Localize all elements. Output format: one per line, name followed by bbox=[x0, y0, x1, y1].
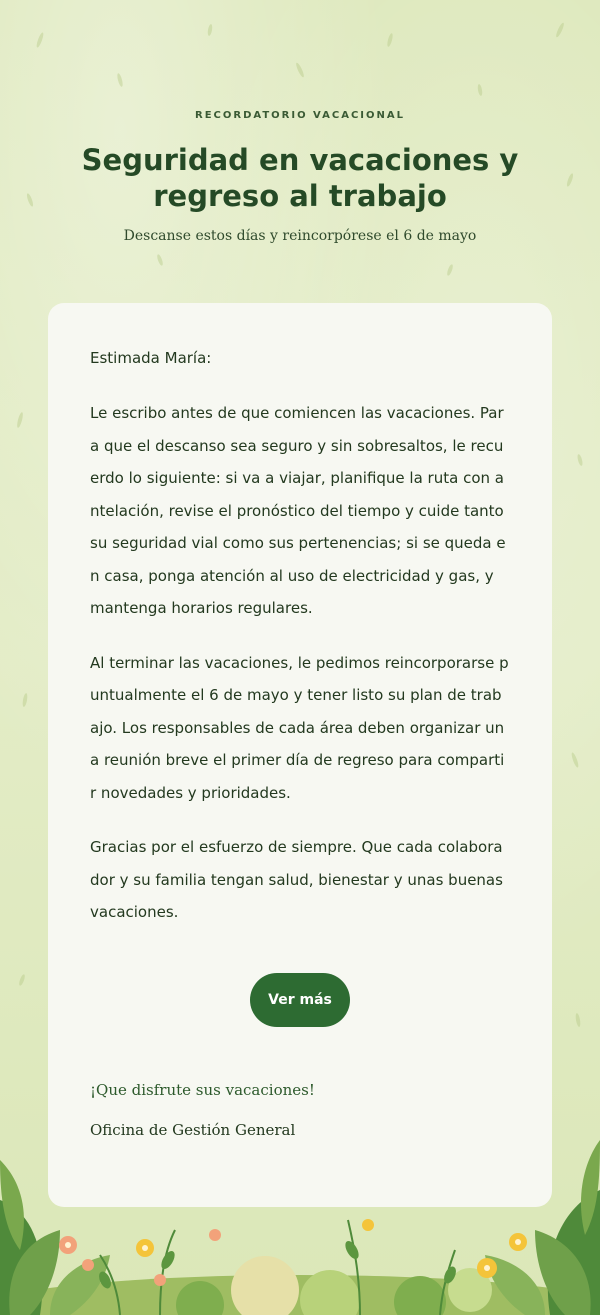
letter-paragraph-3: Gracias por el esfuerzo de siempre. Que cada colaborador y su familia tengan salud, bienestar y unas buenas vacaciones. bbox=[90, 838, 503, 921]
see-more-button[interactable]: Ver más bbox=[250, 973, 350, 1027]
page-title: Seguridad en vacaciones y regreso al trabajo bbox=[81, 143, 519, 213]
letter-greeting: Estimada María: bbox=[90, 349, 212, 367]
foliage-illustration bbox=[0, 1140, 600, 1315]
letter-card bbox=[48, 303, 552, 1207]
letter-sender: Oficina de Gestión General bbox=[90, 1120, 296, 1139]
letter-paragraph-2: Al terminar las vacaciones, le pedimos reincorporarse puntualmente el 6 de mayo y tener listo su plan de trabajo. Los responsables de cada área deben organizar una reunión breve el primer día de regreso para compartir novedades y prioridades. bbox=[90, 653, 509, 802]
page-subtitle: Descanse estos días y reincorpórese el 6 de mayo bbox=[123, 228, 477, 244]
cta-wrapper bbox=[90, 973, 510, 1027]
letter-closing: ¡Que disfrute sus vacaciones! bbox=[90, 1080, 315, 1099]
letter-paragraph-1: Le escribo antes de que comiencen las vacaciones. Para que el descanso sea seguro y sin sobresaltos, le recuerdo lo siguiente: si va a viajar, planifique la ruta con antelación, revise el pronóstico del tiempo y cuide tanto su seguridad vial como sus pertenencias; si se queda en casa, ponga atención al uso de electricidad y gas, y mantenga horarios regulares. bbox=[90, 404, 506, 617]
eyebrow-label: RECORDATORIO VACACIONAL bbox=[195, 110, 405, 121]
